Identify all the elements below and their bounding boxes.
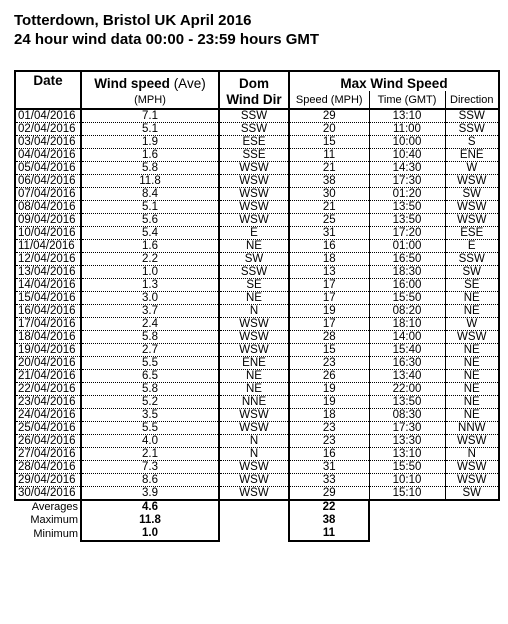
ave-speed-cell: 2.2 [81, 253, 219, 266]
max-speed-cell: 31 [289, 461, 369, 474]
dom-dir-cell: NE [219, 292, 289, 305]
ave-speed-cell: 5.1 [81, 201, 219, 214]
dom-dir-cell: NE [219, 240, 289, 253]
dom-dir-cell: WSW [219, 214, 289, 227]
max-speed-cell: 19 [289, 305, 369, 318]
dom-dir-cell: SSW [219, 266, 289, 279]
max-dir-cell: SW [445, 266, 499, 279]
max-dir-cell: N [445, 448, 499, 461]
max-dir-cell: W [445, 162, 499, 175]
table-row [15, 162, 499, 175]
table-row [15, 266, 499, 279]
dom-dir-cell: NNE [219, 396, 289, 409]
max-time-cell: 16:50 [369, 253, 445, 266]
header-row-2 [15, 91, 499, 109]
date-cell: 02/04/2016 [15, 123, 81, 136]
max-time-cell: 08:30 [369, 409, 445, 422]
table-row [15, 136, 499, 149]
dom-dir-cell: WSW [219, 201, 289, 214]
ave-speed-cell: 7.3 [81, 461, 219, 474]
date-cell: 28/04/2016 [15, 461, 81, 474]
ave-speed-cell: 1.3 [81, 279, 219, 292]
summary-spacer [369, 500, 499, 514]
max-time-cell: 11:00 [369, 123, 445, 136]
max-dir-cell: ESE [445, 227, 499, 240]
max-dir-cell: WSW [445, 435, 499, 448]
max-speed-cell: 16 [289, 240, 369, 253]
max-dir-cell: SW [445, 188, 499, 201]
wind-speed-label: Wind speed [94, 76, 170, 91]
max-dir-cell: NE [445, 383, 499, 396]
max-time-cell: 15:40 [369, 344, 445, 357]
ave-speed-cell: 3.9 [81, 487, 219, 501]
max-speed-cell: 17 [289, 318, 369, 331]
max-time-cell: 15:10 [369, 487, 445, 501]
max-time-cell: 14:30 [369, 162, 445, 175]
max-time-cell: 14:00 [369, 331, 445, 344]
summary-ave-value: 1.0 [81, 527, 219, 541]
date-cell: 08/04/2016 [15, 201, 81, 214]
dom-dir-cell: WSW [219, 175, 289, 188]
max-dir-cell: WSW [445, 474, 499, 487]
max-time-cell: 13:50 [369, 396, 445, 409]
max-speed-cell: 23 [289, 435, 369, 448]
table-row [15, 279, 499, 292]
max-time-cell: 16:00 [369, 279, 445, 292]
max-time-cell: 13:50 [369, 201, 445, 214]
max-dir-cell: NE [445, 292, 499, 305]
max-dir-cell: NNW [445, 422, 499, 435]
max-wind-speed-header: Max Wind Speed [289, 71, 499, 91]
table-row [15, 383, 499, 396]
date-cell: 30/04/2016 [15, 487, 81, 501]
table-row [15, 123, 499, 136]
dom-header: Dom [219, 71, 289, 91]
date-cell: 03/04/2016 [15, 136, 81, 149]
dom-dir-cell: WSW [219, 344, 289, 357]
date-header: Date [15, 71, 81, 109]
ave-speed-cell: 6.5 [81, 370, 219, 383]
max-speed-cell: 26 [289, 370, 369, 383]
max-speed-cell: 13 [289, 266, 369, 279]
date-cell: 12/04/2016 [15, 253, 81, 266]
report-subtitle: 24 hour wind data 00:00 - 23:59 hours GMT [14, 31, 320, 48]
max-speed-cell: 15 [289, 344, 369, 357]
max-speed-cell: 11 [289, 149, 369, 162]
max-dir-cell: WSW [445, 331, 499, 344]
table-row [15, 149, 499, 162]
max-time-cell: 16:30 [369, 357, 445, 370]
date-cell: 20/04/2016 [15, 357, 81, 370]
max-speed-cell: 21 [289, 162, 369, 175]
table-row [15, 331, 499, 344]
table-row [15, 240, 499, 253]
max-speed-cell: 18 [289, 409, 369, 422]
max-dir-cell: NE [445, 396, 499, 409]
max-dir-cell: W [445, 318, 499, 331]
ave-speed-cell: 5.1 [81, 123, 219, 136]
dom-dir-cell: SSE [219, 149, 289, 162]
max-dir-cell: NE [445, 305, 499, 318]
dom-dir-cell: WSW [219, 409, 289, 422]
table-row [15, 344, 499, 357]
dom-dir-cell: E [219, 227, 289, 240]
dom-dir-cell: NE [219, 370, 289, 383]
max-speed-cell: 25 [289, 214, 369, 227]
date-cell: 14/04/2016 [15, 279, 81, 292]
table-row [15, 422, 499, 435]
max-time-cell: 13:10 [369, 448, 445, 461]
max-dir-cell: ENE [445, 149, 499, 162]
date-cell: 23/04/2016 [15, 396, 81, 409]
date-cell: 18/04/2016 [15, 331, 81, 344]
table-row [15, 292, 499, 305]
ave-speed-cell: 1.9 [81, 136, 219, 149]
date-cell: 06/04/2016 [15, 175, 81, 188]
table-row [15, 370, 499, 383]
max-dir-cell: WSW [445, 201, 499, 214]
max-speed-cell: 17 [289, 279, 369, 292]
dom-dir-cell: NE [219, 383, 289, 396]
max-time-cell: 13:50 [369, 214, 445, 227]
ave-speed-cell: 4.0 [81, 435, 219, 448]
dom-dir-cell: WSW [219, 461, 289, 474]
max-speed-cell: 31 [289, 227, 369, 240]
dom-dir-cell: SE [219, 279, 289, 292]
ave-speed-cell: 5.6 [81, 214, 219, 227]
summary-max-value: 38 [289, 514, 369, 527]
date-cell: 22/04/2016 [15, 383, 81, 396]
date-cell: 13/04/2016 [15, 266, 81, 279]
max-time-cell: 15:50 [369, 292, 445, 305]
table-row [15, 227, 499, 240]
max-time-cell: 18:10 [369, 318, 445, 331]
date-cell: 15/04/2016 [15, 292, 81, 305]
table-row [15, 448, 499, 461]
ave-speed-cell: 8.6 [81, 474, 219, 487]
date-cell: 01/04/2016 [15, 109, 81, 123]
speed-mph-header: Speed (MPH) [289, 91, 369, 109]
max-speed-cell: 18 [289, 253, 369, 266]
max-speed-cell: 17 [289, 292, 369, 305]
max-dir-cell: WSW [445, 214, 499, 227]
table-row [15, 188, 499, 201]
date-cell: 19/04/2016 [15, 344, 81, 357]
max-time-cell: 10:00 [369, 136, 445, 149]
date-cell: 16/04/2016 [15, 305, 81, 318]
summary-row [15, 527, 499, 541]
wind-dir-header: Wind Dir [219, 91, 289, 109]
dom-dir-cell: WSW [219, 162, 289, 175]
max-time-cell: 13:40 [369, 370, 445, 383]
date-cell: 10/04/2016 [15, 227, 81, 240]
table-row [15, 435, 499, 448]
table-row [15, 487, 499, 501]
ave-speed-cell: 7.1 [81, 109, 219, 123]
summary-max-value: 11 [289, 527, 369, 541]
max-speed-cell: 16 [289, 448, 369, 461]
dom-dir-cell: WSW [219, 318, 289, 331]
max-dir-cell: SE [445, 279, 499, 292]
ave-speed-cell: 5.5 [81, 422, 219, 435]
wind-data-table [14, 70, 500, 542]
max-dir-cell: SSW [445, 253, 499, 266]
mph-header: (MPH) [81, 91, 219, 109]
max-speed-cell: 38 [289, 175, 369, 188]
max-speed-cell: 29 [289, 109, 369, 123]
summary-ave-value: 11.8 [81, 514, 219, 527]
table-row [15, 175, 499, 188]
dom-dir-cell: WSW [219, 487, 289, 501]
dom-dir-cell: WSW [219, 422, 289, 435]
ave-speed-cell: 11.8 [81, 175, 219, 188]
max-time-cell: 17:30 [369, 422, 445, 435]
table-row [15, 214, 499, 227]
max-time-cell: 22:00 [369, 383, 445, 396]
max-speed-cell: 19 [289, 383, 369, 396]
max-dir-cell: WSW [445, 461, 499, 474]
date-cell: 26/04/2016 [15, 435, 81, 448]
date-cell: 17/04/2016 [15, 318, 81, 331]
max-speed-cell: 15 [289, 136, 369, 149]
dom-dir-cell: WSW [219, 331, 289, 344]
dom-dir-cell: N [219, 435, 289, 448]
report-title: Totterdown, Bristol UK April 2016 [14, 12, 252, 29]
ave-speed-cell: 3.7 [81, 305, 219, 318]
dom-dir-cell: WSW [219, 188, 289, 201]
ave-speed-cell: 2.7 [81, 344, 219, 357]
table-row [15, 253, 499, 266]
max-time-cell: 01:20 [369, 188, 445, 201]
max-speed-cell: 29 [289, 487, 369, 501]
date-cell: 27/04/2016 [15, 448, 81, 461]
max-time-cell: 17:30 [369, 175, 445, 188]
summary-label: Minimum [15, 527, 81, 541]
date-cell: 04/04/2016 [15, 149, 81, 162]
table-row [15, 357, 499, 370]
ave-speed-cell: 1.6 [81, 240, 219, 253]
ave-speed-cell: 5.8 [81, 331, 219, 344]
summary-label: Maximum [15, 514, 81, 527]
summary-row [15, 500, 499, 514]
max-dir-cell: E [445, 240, 499, 253]
table-row [15, 461, 499, 474]
ave-speed-cell: 5.4 [81, 227, 219, 240]
date-cell: 29/04/2016 [15, 474, 81, 487]
summary-label: Averages [15, 500, 81, 514]
max-time-cell: 08:20 [369, 305, 445, 318]
max-dir-cell: SSW [445, 109, 499, 123]
dom-dir-cell: SSW [219, 109, 289, 123]
summary-spacer [219, 527, 289, 541]
table-row [15, 305, 499, 318]
ave-speed-cell: 5.8 [81, 162, 219, 175]
summary-spacer [369, 514, 499, 527]
date-cell: 11/04/2016 [15, 240, 81, 253]
wind-speed-ave-label: (Ave) [173, 76, 206, 91]
max-speed-cell: 33 [289, 474, 369, 487]
date-cell: 21/04/2016 [15, 370, 81, 383]
dom-dir-cell: WSW [219, 474, 289, 487]
summary-max-value: 22 [289, 500, 369, 514]
table-row [15, 109, 499, 123]
table-row [15, 201, 499, 214]
wind-speed-header [81, 71, 219, 91]
date-cell: 05/04/2016 [15, 162, 81, 175]
max-time-cell: 13:30 [369, 435, 445, 448]
max-dir-cell: NE [445, 409, 499, 422]
summary-spacer [219, 514, 289, 527]
summary-spacer [369, 527, 499, 541]
ave-speed-cell: 1.6 [81, 149, 219, 162]
max-dir-cell: SSW [445, 123, 499, 136]
max-time-cell: 18:30 [369, 266, 445, 279]
max-time-cell: 17:20 [369, 227, 445, 240]
max-speed-cell: 20 [289, 123, 369, 136]
max-speed-cell: 28 [289, 331, 369, 344]
dom-dir-cell: SSW [219, 123, 289, 136]
max-dir-cell: S [445, 136, 499, 149]
max-time-cell: 10:10 [369, 474, 445, 487]
ave-speed-cell: 1.0 [81, 266, 219, 279]
header-row-1 [15, 71, 499, 91]
table-row [15, 318, 499, 331]
max-dir-cell: WSW [445, 175, 499, 188]
ave-speed-cell: 5.5 [81, 357, 219, 370]
max-time-cell: 01:00 [369, 240, 445, 253]
ave-speed-cell: 2.4 [81, 318, 219, 331]
ave-speed-cell: 5.2 [81, 396, 219, 409]
table-row [15, 409, 499, 422]
dom-dir-cell: ENE [219, 357, 289, 370]
direction-header: Direction [445, 91, 499, 109]
max-dir-cell: NE [445, 370, 499, 383]
date-cell: 25/04/2016 [15, 422, 81, 435]
summary-ave-value: 4.6 [81, 500, 219, 514]
ave-speed-cell: 3.5 [81, 409, 219, 422]
max-speed-cell: 30 [289, 188, 369, 201]
max-speed-cell: 23 [289, 422, 369, 435]
max-time-cell: 13:10 [369, 109, 445, 123]
time-gmt-header: Time (GMT) [369, 91, 445, 109]
max-dir-cell: NE [445, 344, 499, 357]
date-cell: 09/04/2016 [15, 214, 81, 227]
ave-speed-cell: 2.1 [81, 448, 219, 461]
max-dir-cell: NE [445, 357, 499, 370]
max-speed-cell: 23 [289, 357, 369, 370]
max-time-cell: 15:50 [369, 461, 445, 474]
date-cell: 24/04/2016 [15, 409, 81, 422]
ave-speed-cell: 5.8 [81, 383, 219, 396]
ave-speed-cell: 8.4 [81, 188, 219, 201]
date-cell: 07/04/2016 [15, 188, 81, 201]
summary-spacer [219, 500, 289, 514]
max-dir-cell: SW [445, 487, 499, 501]
max-speed-cell: 21 [289, 201, 369, 214]
dom-dir-cell: ESE [219, 136, 289, 149]
dom-dir-cell: N [219, 305, 289, 318]
table-row [15, 396, 499, 409]
dom-dir-cell: N [219, 448, 289, 461]
summary-row [15, 514, 499, 527]
max-time-cell: 10:40 [369, 149, 445, 162]
ave-speed-cell: 3.0 [81, 292, 219, 305]
max-speed-cell: 19 [289, 396, 369, 409]
table-row [15, 474, 499, 487]
dom-dir-cell: SW [219, 253, 289, 266]
